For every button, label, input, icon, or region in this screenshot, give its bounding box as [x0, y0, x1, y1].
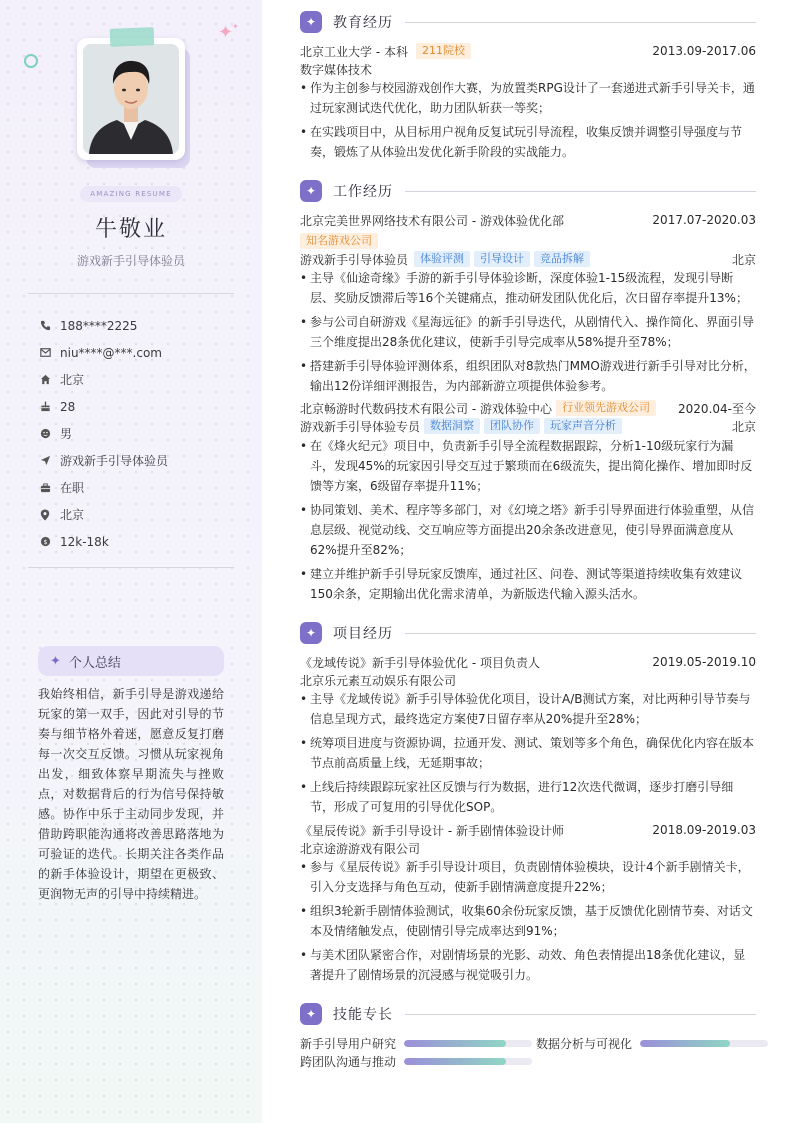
contact-text: 28 — [60, 399, 76, 414]
bullet-item: • 建立并维护新手引导玩家反馈库，通过社区、问卷、测试等渠道持续收集有效建议150余条，定期输出优化需求清单，为新版迭代输入源头活水。 — [300, 564, 756, 604]
skill-name: 数据分析与可视化 — [536, 1036, 633, 1051]
company-tag: 行业领先游戏公司 — [556, 400, 656, 416]
divider-bottom — [28, 567, 234, 568]
contact-salary — [38, 528, 168, 555]
location-pin-icon — [38, 509, 52, 521]
candidate-name: 牛敬业 — [94, 217, 167, 242]
bullet-item: • 主导《龙域传说》新手引导体验优化项目，设计A/B测试方案，对比两种引导节奏与信息呈现方式，最终选定方案使7日留存率从20%提升至28%； — [300, 689, 756, 729]
contact-location — [38, 501, 168, 528]
project-1-company-row — [300, 671, 756, 689]
skill-item — [300, 1052, 532, 1070]
section-title: 教育经历 — [333, 15, 393, 31]
work-date: 2020.04-至今 — [678, 401, 756, 416]
mail-icon — [38, 348, 52, 357]
education-date: 2013.09-2017.06 — [652, 44, 756, 58]
section-education — [300, 10, 756, 34]
section-rule — [405, 191, 756, 192]
bullet-item: • 统筹项目进度与资源协调，拉通开发、测试、策划等多个角色，确保优化内容在版本节点前高质量上线，无延期事故； — [300, 733, 756, 773]
sparkle-badge-icon: ✦ — [300, 1003, 322, 1025]
sparkle-icon: ✦ — [50, 653, 61, 669]
svg-text:$: $ — [42, 537, 48, 546]
education-tag: 211院校 — [416, 43, 471, 59]
education-major-row — [300, 60, 756, 78]
section-title: 技能专长 — [333, 1007, 393, 1023]
section-work — [300, 179, 756, 203]
contact-email — [38, 339, 168, 366]
summary-text: 我始终相信，新手引导是游戏递给玩家的第一双手，因此对引导的节奏与细节格外着迷，愿意反复打磨每一次交互反馈。习惯从玩家视角出发，细致体察早期流失与挫败点，对数据背后的行为信号保持敏感。协作中乐于主动同步发现，并借助跨职能沟通将改善思路落地为可验证的迭代。长期关注各类作品的新手体验设计，期望在更极致、更润物无声的引导中持续精进。 — [38, 687, 224, 901]
contact-text: 男 — [60, 427, 73, 441]
skill-tag: 竞品拆解 — [534, 251, 590, 267]
bullet-item: • 参与公司自研游戏《星海远征》的新手引导迭代，从剧情代入、操作简化、界面引导三个维度提出28条优化建议，使新手引导完成率从58%提升至78%； — [300, 312, 756, 352]
contact-list — [38, 312, 168, 555]
education-major: 数字媒体技术 — [300, 62, 373, 77]
skill-tag: 数据洞察 — [424, 418, 480, 434]
project-date: 2019.05-2019.10 — [652, 655, 756, 669]
work-date: 2017.07-2020.03 — [652, 213, 756, 227]
project-company: 北京途游游戏有限公司 — [300, 841, 421, 856]
contact-text: niu****@***.com — [60, 345, 162, 360]
work-2-header — [300, 399, 756, 417]
project-title: 《星辰传说》新手引导设计 - 新手剧情体验设计师 — [300, 823, 564, 838]
skill-bar-fill — [404, 1058, 506, 1065]
section-rule — [405, 22, 756, 23]
project-2-bullets — [300, 857, 756, 989]
skill-bar — [640, 1040, 768, 1047]
project-2-header — [300, 821, 756, 839]
section-rule — [405, 1014, 756, 1015]
company-tag: 知名游戏公司 — [300, 233, 378, 249]
project-title: 《龙域传说》新手引导体验优化 - 项目负责人 — [300, 655, 540, 670]
divider-top — [28, 293, 234, 294]
candidate-role: 游戏新手引导体验员 — [76, 254, 185, 268]
skill-item — [300, 1034, 532, 1052]
salary-icon — [38, 536, 52, 547]
skill-name: 新手引导用户研究 — [300, 1036, 397, 1051]
section-title: 项目经历 — [333, 626, 393, 642]
bullet-item: • 组织3轮新手剧情体验测试，收集60余份玩家反馈，基于反馈优化剧情节奏、对话文本及情绪触发点，使剧情引导完成率达到91%； — [300, 901, 756, 941]
bullet-item: • 与美术团队紧密合作，对剧情场景的光影、动效、角色表情提出18条优化建议，显著提升了剧情场景的沉浸感与视觉吸引力。 — [300, 945, 756, 985]
home-icon — [38, 374, 52, 385]
section-projects — [300, 621, 756, 645]
skill-bar-fill — [404, 1040, 506, 1047]
work-city: 北京 — [731, 252, 756, 267]
work-position: 游戏新手引导体验专员 — [300, 419, 421, 434]
contact-text: 在职 — [60, 481, 85, 495]
summary-title: 个人总结 — [68, 655, 121, 671]
bullet-item: • 搭建新手引导体验评测体系，组织团队对8款热门MMO游戏进行新手引导对比分析，输出12份详细评测报告，为内部新游立项提供体验参考。 — [300, 356, 756, 396]
work-company: 北京畅游时代数码技术有限公司 - 游戏体验中心 — [300, 401, 552, 416]
skill-tag: 引导设计 — [474, 251, 530, 267]
project-1-bullets — [300, 689, 756, 821]
send-icon — [38, 455, 52, 466]
sparkle-icon: ✦ — [218, 22, 234, 43]
skill-name: 跨团队沟通与推动 — [300, 1054, 397, 1069]
contact-text: 12k-18k — [60, 534, 109, 549]
skill-bar — [404, 1058, 532, 1065]
work-1-tag-row — [300, 232, 756, 250]
gender-icon — [38, 428, 52, 439]
bullet-item: • 参与《星辰传说》新手引导设计项目，负责剧情体验模块，设计4个新手剧情关卡，引入分支选择与角色互动，使新手剧情满意度提升22%； — [300, 857, 756, 897]
summary-header — [38, 646, 224, 676]
work-company: 北京完美世界网络技术有限公司 - 游戏体验优化部 — [300, 213, 564, 228]
bullet-item: • 上线后持续跟踪玩家社区反馈与行为数据，进行12次迭代微调，逐步打磨引导细节，形成了可复用的引导优化SOP。 — [300, 777, 756, 817]
briefcase-icon — [38, 483, 52, 493]
bullet-item: • 作为主创参与校园游戏创作大赛，为放置类RPG设计了一套递进式新手引导关卡，通过玩家测试迭代优化，助力团队斩获一等奖； — [300, 78, 756, 118]
contact-gender — [38, 420, 168, 447]
project-date: 2018.09-2019.03 — [652, 823, 756, 837]
skill-tag: 团队协作 — [484, 418, 540, 434]
decorative-ring — [24, 54, 38, 68]
resume-badge: AMAZING RESUME — [80, 186, 182, 202]
contact-text: 188****2225 — [60, 318, 138, 333]
contact-age — [38, 393, 168, 420]
profile-photo — [83, 44, 179, 154]
sidebar — [0, 0, 262, 1123]
photo-tape — [110, 27, 155, 47]
work-1-position-row — [300, 250, 756, 268]
sparkle-badge-icon: ✦ — [300, 622, 322, 644]
project-company: 北京乐元素互动娱乐有限公司 — [300, 673, 457, 688]
education-bullets — [300, 78, 756, 166]
section-rule — [405, 633, 756, 634]
skill-item — [536, 1034, 768, 1052]
cake-icon — [38, 401, 52, 412]
work-city: 北京 — [731, 419, 756, 434]
work-1-header — [300, 211, 756, 229]
bullet-item: • 主导《仙途奇缘》手游的新手引导体验诊断，深度体验1-15级流程，发现引导断层、奖励反馈滞后等16个关键痛点，推动研发团队优化后，次日留存率提升13%； — [300, 268, 756, 308]
bullet-item: • 在《烽火纪元》项目中，负责新手引导全流程数据跟踪，分析1-10级玩家行为漏斗，发现45%的玩家因引导交互过于繁琐而在6级流失，提出简化操作、增加即时反馈等方案，6级留存率提升11%； — [300, 436, 756, 496]
skill-tag: 体验评测 — [414, 251, 470, 267]
project-2-company-row — [300, 839, 756, 857]
contact-target-role — [38, 447, 168, 474]
section-skills — [300, 1002, 756, 1026]
bullet-item: • 协同策划、美术、程序等多部门，对《幻境之塔》新手引导界面进行体验重塑，从信息层级、视觉动线、交互响应等方面提出20余条改进意见，使引导界面满意度从62%提升至82%； — [300, 500, 756, 560]
contact-phone — [38, 312, 168, 339]
skill-bar — [404, 1040, 532, 1047]
education-header — [300, 42, 756, 60]
work-1-bullets — [300, 268, 756, 400]
sparkle-badge-icon: ✦ — [300, 11, 322, 33]
contact-text: 北京 — [60, 373, 85, 387]
section-title: 工作经历 — [333, 184, 393, 200]
work-2-position-row — [300, 417, 756, 435]
phone-icon — [38, 320, 52, 331]
contact-status — [38, 474, 168, 501]
skill-bar-fill — [640, 1040, 730, 1047]
sparkle-badge-icon: ✦ — [300, 180, 322, 202]
skill-tag: 玩家声音分析 — [544, 418, 622, 434]
avatar-illustration — [83, 44, 179, 154]
education-school: 北京工业大学 - 本科 — [300, 44, 408, 59]
contact-text: 游戏新手引导体验员 — [60, 454, 169, 468]
contact-hometown — [38, 366, 168, 393]
sparkle-small-icon: ✦ — [232, 22, 239, 31]
contact-text: 北京 — [60, 508, 85, 522]
work-position: 游戏新手引导体验员 — [300, 252, 409, 267]
bullet-item: • 在实践项目中，从目标用户视角反复试玩引导流程，收集反馈并调整引导强度与节奏，锻炼了从体验出发优化新手阶段的实战能力。 — [300, 122, 756, 162]
work-2-bullets — [300, 436, 756, 608]
project-1-header — [300, 653, 756, 671]
